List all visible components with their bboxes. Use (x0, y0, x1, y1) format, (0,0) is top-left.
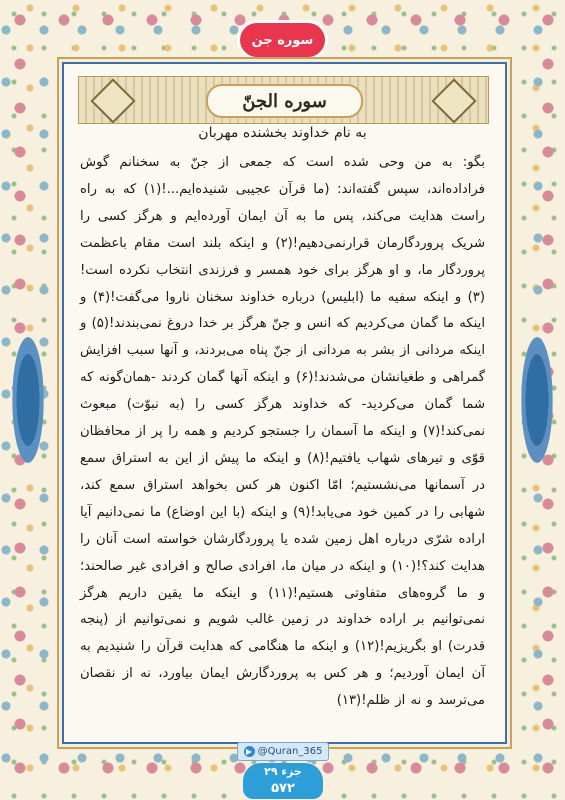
basmala: به نام خداوند بخشنده مهربان (198, 125, 367, 141)
surah-badge: سوره جن (240, 23, 325, 57)
translation-text: بگو: به من وحی شده است که جمعی از جنّ به سخنانم گوش فراداده‌اند، سپس گفته‌اند: (ما قرآن عجیبی شنیده‌ایم...!(۱) که به راه راست هدایت می‌کند، پس ما به آن ایمان آورده‌ایم و هرگز کسی را شریک پروردگارمان قرارنمی‌دهیم!(۲) و اینکه بلند است مقام باعظمت پروردگار ما، و او هرگز برای خود همسر و فرزندی انتخاب نکرده است!(۳) و اینکه سفیه ما (ابلیس) درباره خداوند سخنان ناروا می‌گفت!(۴) و اینکه ما گمان می‌کردیم که انس و جنّ هرگز بر خدا دروغ نمی‌بندند!(۵) و اینکه مردانی از بشر به مردانی از جنّ پناه می‌بردند، و آنها سبب افزایش گمراهی و طغیانشان می‌شدند!(۶) و اینکه آنها گمان کردند -همان‌گونه که شما گمان می‌کردید- که خداوند هرگز کسی را (به نبوّت) مبعوث نمی‌کند!(۷) و اینکه ما آسمان را جستجو کردیم و همه را پر از محافظان قوّی و تیرهای شهاب یافتیم!(۸) و اینکه ما پیش از این به استراق سمع در آسمانها می‌نشستیم؛ امّا اکنون هر کس بخواهد استراق سمع کند، شهابی را در کمین خود می‌یابد!(۹) و اینکه (با این اوضاع) ما نمی‌دانیم آیا اراده شرّی درباره اهل زمین شده یا پروردگارشان خواسته است آنان را هدایت کند؟!(۱۰) و اینکه در میان ما، افرادی صالح و افرادی غیر صالحند؛ و ما گروه‌های متفاوتی هستیم!(۱۱) و اینکه ما یقین داریم هرگز نمی‌توانیم بر اراده خداوند در زمین غالب شویم و نمی‌توانیم از (پنجه قدرت) او بگریزیم!(۱۲) و اینکه ما هنگامی که هدایت قرآن را شنیدیم به آن ایمان آوردیم؛ و هر کس به پروردگارش ایمان بیاورد، نه از نقصان می‌ترسد و نه از ظلم!(۱۳) (80, 155, 486, 709)
right-ornament (517, 320, 557, 480)
surah-title: سوره الجنّ (206, 84, 363, 118)
juz-label: جزء ۲۹ (264, 765, 302, 778)
page-badge (243, 763, 323, 799)
page-number: ۵۷۲ (271, 781, 295, 796)
telegram-icon (244, 746, 255, 757)
left-ornament (8, 320, 48, 480)
channel-link[interactable] (237, 742, 329, 761)
page-footer (237, 742, 329, 799)
channel-handle: @Quran_365 (257, 746, 323, 757)
knot-ornament-left (90, 78, 135, 123)
knot-ornament-right (431, 78, 476, 123)
